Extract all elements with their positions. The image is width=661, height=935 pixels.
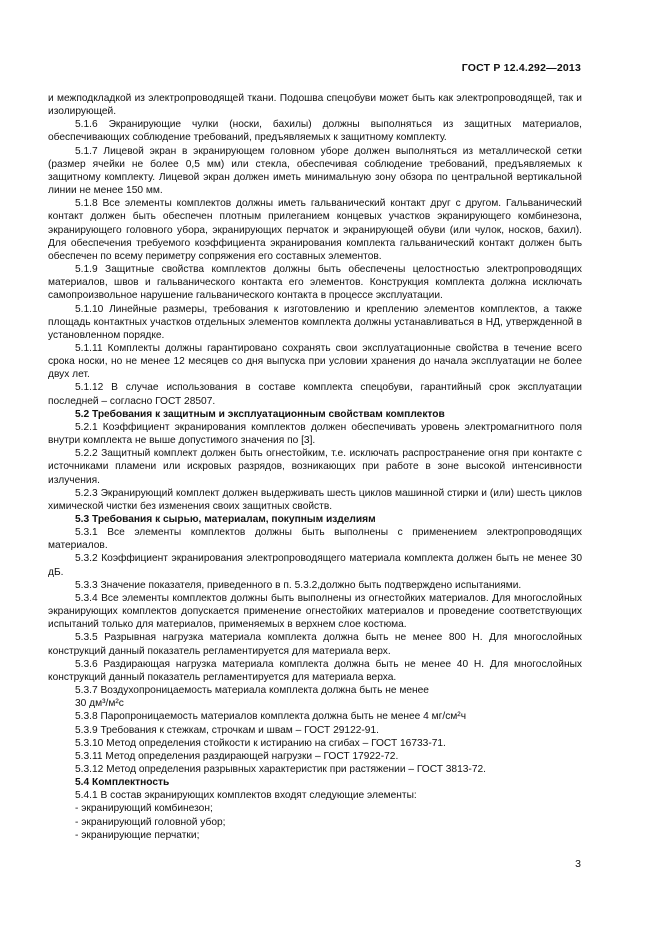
paragraph: 5.1.12 В случае использования в составе комплекта спецобуви, гарантийный срок эксплуатации последней – согласно ГОСТ 28507.: [48, 382, 582, 407]
paragraph: - экранирующий головной убор;: [75, 816, 226, 828]
paragraph: 5.1.8 Все элементы комплектов должны иметь гальванический контакт друг с другом. Гальванический контакт должен быть обеспечен плотным прилеганием концевых участков экранирующего комбинезона, экранирующего головного убора, экранирующих перчаток и экранирующей обуви (или чулок, носков, бахил). Для обеспечения требуемого коэффициента экранирования комплекта гальванический контакт должен быть обеспечен по всему периметру сопряжения его составных элементов.: [48, 198, 582, 262]
paragraph: 5.3.10 Метод определения стойкости к истиранию на сгибах – ГОСТ 16733-71.: [75, 737, 446, 749]
paragraph: 5.3.6 Раздирающая нагрузка материала комплекта должна быть не менее 40 Н. Для многослойных конструкций данный показатель регламентируется для материала верха.: [48, 658, 582, 683]
paragraph: 5.4.1 В состав экранирующих комплектов входят следующие элементы:: [75, 790, 417, 802]
paragraph: 5.1.7 Лицевой экран в экранирующем головном уборе должен выполняться из металлической сетки (размер ячейки не более 0,5 мм) или стекла, обеспечивая соблюдение требований, предъявляемых к защитному комплекту. Лицевой экран должен иметь минимальную зону обзора по центральной вертикальной линии не менее 150 мм.: [48, 145, 582, 197]
paragraph: 5.3.7 Воздухопроницаемость материала комплекта должна быть не менее: [75, 685, 429, 697]
paragraph: 5.3.5 Разрывная нагрузка материала комплекта должна быть не менее 800 Н. Для многослойных конструкций данный показатель регламентируется для материала верх.: [48, 632, 582, 657]
standard-header: ГОСТ Р 12.4.292—2013: [461, 62, 581, 74]
page-number: 3: [575, 858, 581, 870]
paragraph: 5.2.1 Коэффициент экранирования комплектов должен обеспечивать уровень электромагнитного поля внутри комплекта не выше допустимого значения по [3].: [48, 421, 582, 447]
paragraph: 5.1.11 Комплекты должны гарантировано сохранять свои эксплуатационные свойства в течение всего срока носки, но не менее 12 месяцев со дня выпуска при условии хранения до начала эксплуатации не более двух лет.: [48, 342, 582, 381]
paragraph: 5.3.11 Метод определения раздирающей нагрузки – ГОСТ 17922-72.: [75, 750, 399, 762]
section-heading: 5.2 Требования к защитным и эксплуатационным свойствам комплектов: [75, 408, 445, 420]
paragraph: 5.3.2 Коэффициент экранирования электропроводящего материала комплекта должен быть не менее 30 дБ.: [48, 553, 582, 578]
paragraph: 5.1.10 Линейные размеры, требования к изготовлению и креплению элементов комплектов, а также площадь контактных участков отдельных элементов комплекта должны устанавливаться в НД, утвержденной в установленном порядке.: [48, 303, 582, 341]
paragraph: и межподкладкой из электропроводящей ткани. Подошва спецобуви может быть как электропроводящей, так и изолирующей.: [48, 93, 582, 118]
paragraph: - экранирующий комбинезон;: [75, 803, 213, 815]
paragraph: 5.3.4 Все элементы комплектов должны быть выполнены из огнестойких материалов. Для многослойных экранирующих комплектов допускается применение огнестойких материалов и проведение соответствующих испытаний только для материалов, применяемых в верхнем слое костюма.: [48, 592, 582, 631]
paragraph: 5.3.3 Значение показателя, приведенного в п. 5.3.2,должно быть подтверждено испытаниями.: [75, 579, 522, 591]
section-heading: 5.3 Требования к сырью, материалам, покупным изделиям: [75, 514, 376, 525]
paragraph: 5.2.3 Экранирующий комплект должен выдерживать шесть циклов машинной стирки и (или) шесть циклов химической чистки без изменения своих защитных свойств.: [48, 487, 582, 512]
paragraph: 30 дм³/м²с: [75, 698, 124, 710]
paragraph: - экранирующие перчатки;: [75, 829, 200, 841]
section-heading: 5.4 Комплектность: [75, 777, 170, 789]
paragraph: 5.3.9 Требования к стежкам, строчкам и швам – ГОСТ 29122-91.: [75, 724, 379, 736]
paragraph: 5.3.1 Все элементы комплектов должны быть выполнены с применением электропроводящих материалов.: [48, 527, 582, 552]
paragraph: 5.1.9 Защитные свойства комплектов должны быть обеспечены целостностью электропроводящих материалов, швов и гальванического контакта его элементов. Конструкция комплекта должна исключать самопроизвольное нарушение гальванического контакта в процессе эксплуатации.: [48, 264, 582, 302]
paragraph: 5.3.8 Паропроницаемость материалов комплекта должна быть не менее 4 мг/см²ч: [75, 711, 466, 723]
document-body: [48, 92, 582, 842]
paragraph: 5.1.6 Экранирующие чулки (носки, бахилы) должны выполняться из защитных материалов, обеспечивающих соблюдение требований, предъявляемых к защитному комплекту.: [48, 119, 582, 144]
paragraph: 5.2.2 Защитный комплект должен быть огнестойким, т.е. исключать распространение огня при контакте с источниками пламени или искровых разрядов, возникающих при работе в зоне высокой интенсивности излучения.: [48, 448, 582, 486]
paragraph: 5.3.12 Метод определения разрывных характеристик при растяжении – ГОСТ 3813-72.: [75, 763, 486, 775]
